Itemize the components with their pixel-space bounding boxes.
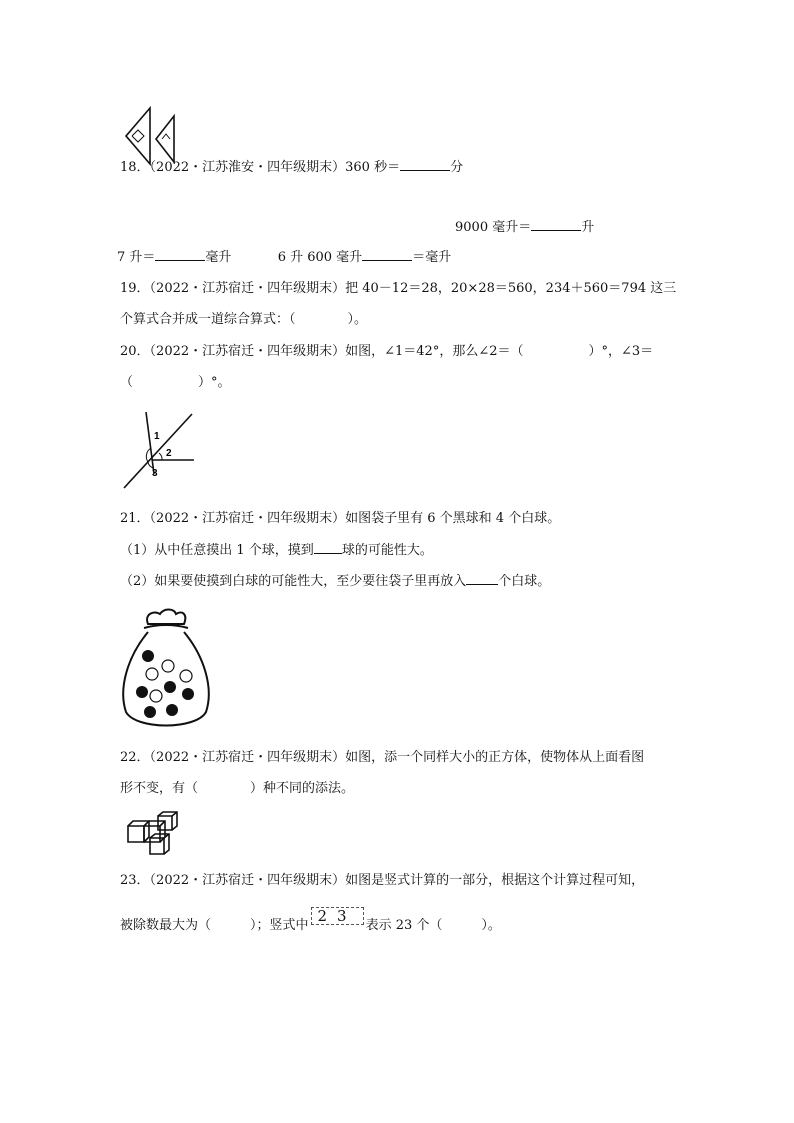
q18-blank-2[interactable] bbox=[531, 218, 581, 231]
q21-blank-1[interactable] bbox=[314, 541, 342, 554]
q21-sub2-suffix: 个白球。 bbox=[498, 574, 551, 589]
q19-line1: 19．（2022・江苏宿迁・四年级期末）把 40－12＝28，20×28＝560，234＋560＝794 这三 bbox=[120, 281, 677, 296]
q21-sub2 bbox=[120, 572, 550, 591]
q18-line2-prefix: 9000 毫升＝ bbox=[455, 220, 532, 235]
cubes-figure bbox=[126, 810, 184, 858]
q22-line2: 形不变，有（ ）种不同的添法。 bbox=[120, 781, 355, 796]
q18-line3-b: 6 升 600 毫升 bbox=[277, 250, 363, 265]
q18-line3-b-unit: ＝毫升 bbox=[412, 250, 452, 265]
q18-unit1: 分 bbox=[450, 160, 464, 175]
q18-blank-4[interactable] bbox=[362, 248, 412, 261]
angle-label-2: 2 bbox=[166, 448, 172, 459]
ball-bag-figure bbox=[118, 604, 214, 732]
q21-sub2-prefix: （2）如果要使摸到白球的可能性大，至少要往袋子里再放入 bbox=[120, 574, 467, 589]
q22-line1: 22．（2022・江苏宿迁・四年级期末）如图，添一个同样大小的正方体，使物体从上面看图 bbox=[120, 750, 645, 765]
q21-line1: 21．（2022・江苏宿迁・四年级期末）如图袋子里有 6 个黑球和 4 个白球。 bbox=[120, 511, 561, 526]
angle-label-1: 1 bbox=[154, 431, 160, 442]
q19-line2: 个算式合并成一道综合算式：（ ）。 bbox=[120, 312, 368, 327]
q21-sub1 bbox=[120, 541, 433, 560]
q23-line1: 23．（2022・江苏宿迁・四年级期末）如图是竖式计算的一部分，根据这个计算过程可知， bbox=[120, 873, 645, 888]
dashed-digit-box: 23 bbox=[311, 907, 364, 925]
q23-line2-suffix: 表示 23 个（ ）。 bbox=[365, 918, 501, 933]
angles-figure bbox=[118, 408, 200, 492]
triangles-figure bbox=[122, 106, 180, 166]
q23-line2-prefix: 被除数最大为（ ）；竖式中 bbox=[120, 918, 309, 933]
q18-blank-1[interactable] bbox=[400, 158, 450, 171]
q21-sub1-prefix: （1）从中任意摸出 1 个球，摸到 bbox=[120, 543, 314, 558]
q18-line2-unit: 升 bbox=[581, 220, 595, 235]
q20-line2: （ ）°。 bbox=[120, 375, 231, 390]
q18-blank-3[interactable] bbox=[155, 248, 205, 261]
q18-line3-a-unit: 毫升 bbox=[205, 250, 232, 265]
q18-line3-a: 7 升＝ bbox=[117, 250, 156, 265]
q23-line2 bbox=[120, 907, 501, 935]
q18-line3 bbox=[117, 248, 451, 267]
q18-line2 bbox=[455, 218, 594, 237]
q21-blank-2[interactable] bbox=[466, 572, 498, 585]
q21-sub1-suffix: 球的可能性大。 bbox=[341, 543, 433, 558]
angle-label-3: 3 bbox=[152, 468, 158, 479]
q20-line1: 20．（2022・江苏宿迁・四年级期末）如图，∠1＝42°，那么∠2＝（ ）°，∠3＝ bbox=[120, 344, 654, 359]
q18-prefix: 18．（2022・江苏淮安・四年级期末）360 秒＝ bbox=[120, 160, 401, 175]
q18-line1 bbox=[120, 158, 463, 177]
